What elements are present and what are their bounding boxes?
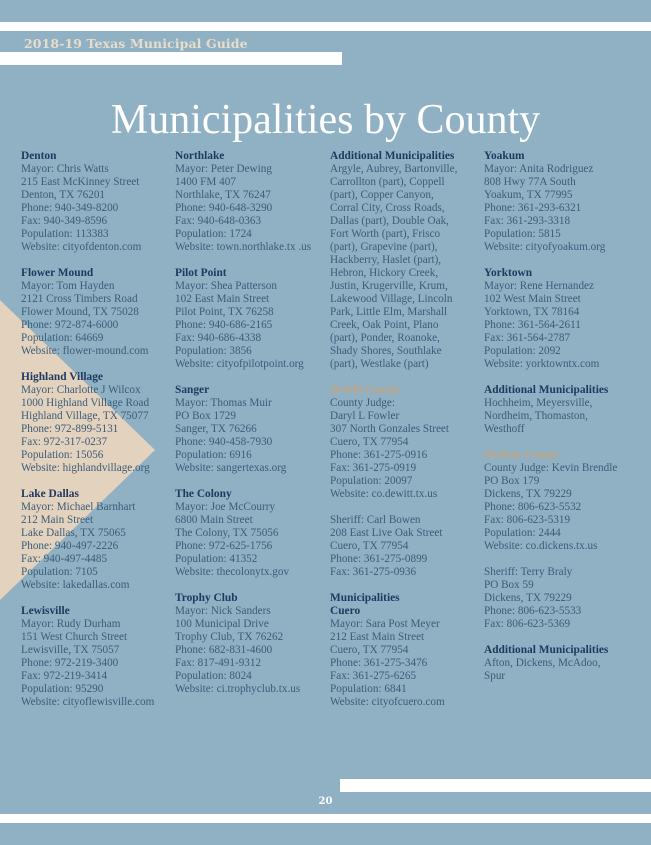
entry-line: Phone: 682-831-4600 [175,644,273,656]
top-white-bar [0,22,651,31]
entry-line: Population: 41352 [175,553,258,565]
entry-line: Afton, Dickens, McAdoo, [484,657,601,669]
entry-line: Sheriff: Terry Braly [484,566,573,578]
entry-line: Fax: 940-648-0363 [175,215,262,227]
entry-line: Trophy Club, TX 76262 [175,631,284,643]
entry-line: Mayor: Charlotte J Wilcox [21,384,141,396]
entry-line: PO Box 179 [484,475,540,487]
entry-line: Fax: 817-491-9312 [175,657,262,669]
entry-line: Website: co.dewitt.tx.us [330,488,438,500]
entry-line: Population: 1724 [175,228,252,240]
entry-line: 307 North Gonzales Street [330,423,449,435]
entry-heading: Cuero [330,605,361,617]
entry-line: Fax: 940-686-4338 [175,332,262,344]
entry-line: Lewisville, TX 75057 [21,644,120,656]
entry-line: (part), Copper Canyon, [330,189,434,201]
entry-line: Mayor: Peter Dewing [175,163,272,175]
entry-line: Population: 2444 [484,527,561,539]
entry-line: Phone: 361-275-0899 [330,553,428,565]
entry-line: Fax: 361-275-0936 [330,566,417,578]
entry-line: Mayor: Anita Rodriguez [484,163,594,175]
listing-entry [21,267,154,358]
entry-line: 102 East Main Street [175,293,270,305]
entry-line: Northlake, TX 76247 [175,189,271,201]
listing-entry [484,644,617,683]
entry-line: Pilot Point, TX 76258 [175,306,274,318]
listing-entry [330,605,457,709]
entry-line: Population: 20097 [330,475,413,487]
entry-line: Population: 8024 [175,670,252,682]
entry-line: Fort Worth (part), Frisco [330,228,441,240]
entry-line: County Judge: [330,397,395,409]
listing-entry [330,514,457,579]
entry-line: Mayor: Sara Post Meyer [330,618,440,630]
entry-line: Mayor: Shea Patterson [175,280,277,292]
listing-entry [484,384,617,436]
listing-entry [175,267,311,371]
entry-line: Carrollton (part), Coppell [330,176,445,188]
listing-entry [21,371,154,475]
entry-line: Population: 5815 [484,228,561,240]
entry-line: Phone: 361-293-6321 [484,202,582,214]
entry-heading: Northlake [175,150,225,162]
entry-line: PO Box 59 [484,579,534,591]
listing-entry [21,150,154,254]
listing-entry [330,384,457,501]
column-4 [484,150,617,683]
entry-line: Mayor: Thomas Muir [175,397,272,409]
entry-line: Population: 6916 [175,449,252,461]
entry-line: Lakewood Village, Lincoln [330,293,453,305]
entry-line: Phone: 940-497-2226 [21,540,119,552]
entry-line: Fax: 361-293-3318 [484,215,571,227]
entry-line: Website: town.northlake.tx .us [175,241,312,253]
entry-line: 102 West Main Street [484,293,581,305]
entry-line: Fax: 806-623-5369 [484,618,571,630]
entry-line: Phone: 940-686-2165 [175,319,273,331]
column-3 [330,150,457,709]
entry-line: Website: cityofdenton.com [21,241,142,253]
entry-line: Denton, TX 76201 [21,189,106,201]
entry-line: Hebron, Hickory Creek, [330,267,439,279]
entry-line: 1000 Highland Village Road [21,397,150,409]
entry-line: Highland Village, TX 75077 [21,410,149,422]
entry-line: Sheriff: Carl Bowen [330,514,421,526]
entry-line: Phone: 940-648-3290 [175,202,273,214]
entry-line: Spur [484,670,506,682]
listing-entry [330,150,457,371]
entry-heading: Denton [21,150,57,162]
entry-line: Cuero, TX 77954 [330,644,409,656]
entry-line: 6800 Main Street [175,514,253,526]
entry-line: Dickens, TX 79229 [484,488,572,500]
entry-line: Website: thecolonytx.gov [175,566,290,578]
footer-white-bar [340,779,651,792]
county-heading: DeWitt County [330,384,400,396]
entry-line: Phone: 361-564-2611 [484,319,581,331]
entry-line: Website: highlandvillage.org [21,462,150,474]
guide-title: 2018-19 Texas Municipal Guide [24,36,248,51]
entry-heading: Trophy Club [175,592,238,604]
entry-line: (part), Grapevine (part), [330,241,438,253]
page-number: 20 [318,796,333,807]
entry-line: Website: cityofcuero.com [330,696,445,708]
entry-line: Mayor: Rene Hernandez [484,280,594,292]
listing-entry [175,384,311,475]
entry-line: 2121 Cross Timbers Road [21,293,138,305]
entry-line: Sanger, TX 76266 [175,423,257,435]
entry-line: Nordheim, Thomaston, [484,410,588,422]
entry-line: Phone: 806-623-5532 [484,501,582,513]
entry-line: Mayor: Chris Watts [21,163,109,175]
entry-line: The Colony, TX 75056 [175,527,279,539]
entry-line: Fax: 940-349-8596 [21,215,108,227]
entry-line: Website: yorktowntx.com [484,358,600,370]
bottom-white-bar [0,814,651,823]
entry-line: Phone: 972-219-3400 [21,657,119,669]
listing-entry [21,488,154,592]
entry-line: Yoakum, TX 77995 [484,189,573,201]
entry-line: Fax: 972-317-0237 [21,436,108,448]
entry-line: 100 Municipal Drive [175,618,269,630]
entry-line: 212 East Main Street [330,631,425,643]
entry-line: Shady Shores, Southlake [330,345,442,357]
entry-heading: Additional Municipalities [484,644,609,656]
entry-line: Fax: 361-275-6265 [330,670,417,682]
entry-line: Website: cityofyoakum.org [484,241,606,253]
entry-line: Population: 7105 [21,566,98,578]
entry-line: Fax: 972-219-3414 [21,670,108,682]
entry-line: Website: flower-mound.com [21,345,149,357]
entry-heading: Additional Municipalities [330,150,455,162]
entry-line: Website: cityoflewisville.com [21,696,155,708]
entry-line: Population: 15056 [21,449,104,461]
entry-line: Flower Mound, TX 75028 [21,306,139,318]
entry-line: County Judge: Kevin Brendle [484,462,618,474]
entry-line: Lake Dallas, TX 75065 [21,527,126,539]
entry-line: 151 West Church Street [21,631,128,643]
entry-line: 1400 FM 407 [175,176,236,188]
entry-line: Phone: 972-874-6000 [21,319,119,331]
column-1 [21,150,154,709]
entry-line: Website: ci.trophyclub.tx.us [175,683,301,695]
listing-entry [484,267,617,371]
listing-entry [21,605,154,709]
entry-line: Fax: 361-564-2787 [484,332,571,344]
entry-heading: The Colony [175,488,232,500]
listing-entry [175,592,311,696]
entry-line: (part), Ponder, Roanoke, [330,332,440,344]
entry-line: Creek, Oak Point, Plano [330,319,439,331]
entry-line: Hochheim, Meyersville, [484,397,593,409]
entry-line: Phone: 940-349-8200 [21,202,119,214]
entry-line: Phone: 940-458-7930 [175,436,273,448]
column-2 [175,150,311,696]
entry-line: Population: 113383 [21,228,109,240]
entry-line: (part), Westlake (part) [330,358,429,370]
header-white-bar [0,52,342,65]
entry-line: Justin, Krugerville, Krum, [330,280,448,292]
entry-line: Website: co.dickens.tx.us [484,540,598,552]
entry-line: Fax: 361-275-0919 [330,462,417,474]
entry-line: Westhoff [484,423,525,435]
entry-line: Mayor: Joe McCourry [175,501,276,513]
entry-line: Website: lakedallas.com [21,579,130,591]
entry-line: Mayor: Michael Barnhart [21,501,136,513]
entry-line: Population: 64669 [21,332,104,344]
entry-line: Phone: 361-275-3476 [330,657,428,669]
entry-line: Dickens, TX 79229 [484,592,572,604]
entry-line: PO Box 1729 [175,410,236,422]
entry-line: Cuero, TX 77954 [330,540,409,552]
entry-line: Cuero, TX 77954 [330,436,409,448]
entry-line: Population: 6841 [330,683,407,695]
page-title: Municipalities by County [110,97,541,143]
entry-line: Phone: 361-275-0916 [330,449,428,461]
entry-line: Daryl L Fowler [330,410,400,422]
listing-entry [484,449,617,553]
entry-heading: Sanger [175,384,210,396]
entry-line: 212 Main Street [21,514,94,526]
entry-line: Phone: 806-623-5533 [484,605,582,617]
entry-line: Phone: 972-625-1756 [175,540,273,552]
entry-line: Argyle, Aubrey, Bartonville, [330,163,458,175]
listing-entry [175,150,311,254]
listing-entry [330,592,457,605]
entry-line: Dallas (part), Double Oak, [330,215,449,227]
entry-line: Fax: 940-497-4485 [21,553,108,565]
entry-line: Fax: 806-623-5319 [484,514,571,526]
entry-line: 208 East Live Oak Street [330,527,443,539]
entry-heading: Highland Village [21,371,103,383]
entry-line: 808 Hwy 77A South [484,176,576,188]
entry-line: Website: sangertexas.org [175,462,287,474]
entry-line: Mayor: Tom Hayden [21,280,115,292]
listing-entry [175,488,311,579]
listing-entry [484,566,617,631]
entry-line: Phone: 972-899-5131 [21,423,119,435]
entry-line: Park, Little Elm, Marshall [330,306,448,318]
entry-line: Population: 3856 [175,345,252,357]
entry-line: 215 East McKinney Street [21,176,140,188]
entry-line: Website: cityofpilotpoint.org [175,358,304,370]
entry-heading: Lake Dallas [21,488,79,500]
entry-line: Hackberry, Haslet (part), [330,254,442,266]
entry-line: Yorktown, TX 78164 [484,306,580,318]
entry-line: Corral City, Cross Roads, [330,202,445,214]
entry-line: Population: 2092 [484,345,561,357]
listing-entry [484,150,617,254]
entry-heading: Lewisville [21,605,70,617]
entry-heading: Additional Municipalities [484,384,609,396]
entry-heading: Yorktown [484,267,533,279]
entry-heading: Yoakum [484,150,525,162]
entry-line: Population: 95290 [21,683,104,695]
county-heading: Dickens County [484,449,559,461]
entry-heading: Flower Mound [21,267,94,279]
entry-heading: Municipalities [330,592,400,604]
entry-line: Mayor: Rudy Durham [21,618,121,630]
entry-heading: Pilot Point [175,267,227,279]
entry-line: Mayor: Nick Sanders [175,605,271,617]
